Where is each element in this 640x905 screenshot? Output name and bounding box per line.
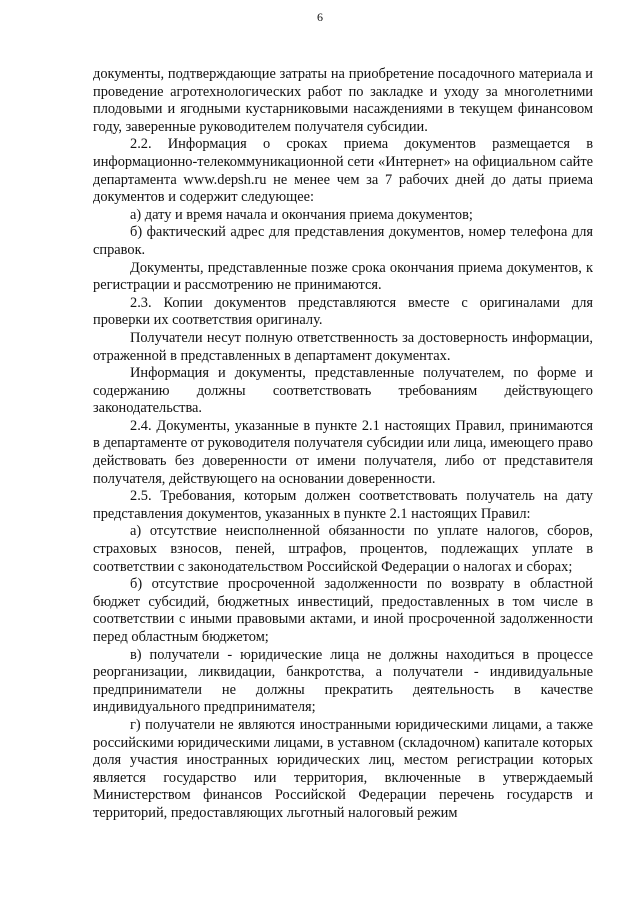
paragraph-2-5: 2.5. Требования, которым должен соответствовать получатель на дату представления документов, указанных в пункте 2.1 настоящих Правил:: [93, 488, 593, 522]
paragraph-2-3: 2.3. Копии документов представляются вместе с оригиналами для проверки их соответствия оригиналу.: [93, 294, 593, 329]
paragraph: Документы, представленные позже срока окончания приема документов, к регистрации и рассмотрению не принимаются.: [93, 259, 593, 294]
list-item-v: в) получатели - юридические лица не должны находиться в процессе реорганизации, ликвидации, банкротства, а получатели - индивидуальные предприниматели не должны прекратить деятельность в качестве индивидуального предпринимателя;: [93, 646, 593, 716]
paragraph: Информация и документы, представленные получателем, по форме и содержанию должны соответствовать требованиям действующего законодательства.: [93, 365, 593, 417]
paragraph-2-4: 2.4. Документы, указанные в пункте 2.1 настоящих Правил, принимаются в департаменте от руководителя получателя субсидии или лица, имеющего право действовать без доверенности от имени получателя, либо от представителя получателя, действующего на основании доверенности.: [93, 417, 593, 487]
page-number: 6: [317, 10, 323, 24]
body-text: [93, 66, 593, 823]
paragraph-2-2: 2.2. Информация о сроках приема документов размещается в информационно-телекоммуникационной сети «Интернет» на официальном сайте департамента www.depsh.ru не менее чем за 7 рабочих дней до даты приема документов и содержит следующее:: [93, 136, 593, 206]
paragraph: документы, подтверждающие затраты на приобретение посадочного материала и проведение агротехнологических работ по закладке и уходу за многолетними плодовыми и ягодными кустарниковыми насаждениями в текущем финансовом году, заверенные руководителем получателя субсидии.: [93, 66, 593, 135]
list-item-b: б) отсутствие просроченной задолженности по возврату в областной бюджет субсидий, бюджетных инвестиций, предоставленных в том числе в соответствии с иными правовыми актами, и иной просроченной задолженности перед областным бюджетом;: [93, 576, 593, 645]
list-item-g: г) получатели не являются иностранными юридическими лицами, а также российскими юридическими лицами, в уставном (складочном) капитале которых доля участия иностранных юридических лиц, местом регистрации которых является государство или территория, включенные в утверждаемый Министерством финансов Российской Федерации перечень государств и территорий, предоставляющих льготный налоговый режим: [93, 716, 593, 821]
list-item-a: а) отсутствие неисполненной обязанности по уплате налогов, сборов, страховых взносов, пеней, штрафов, процентов, подлежащих уплате в соответствии с законодательством Российской Федерации о налогах и сборах;: [93, 523, 593, 575]
paragraph: Получатели несут полную ответственность за достоверность информации, отраженной в представленных в департамент документах.: [93, 329, 593, 364]
list-item-a: а) дату и время начала и окончания приема документов;: [130, 206, 473, 223]
list-item-b: б) фактический адрес для представления документов, номер телефона для справок.: [93, 224, 593, 258]
